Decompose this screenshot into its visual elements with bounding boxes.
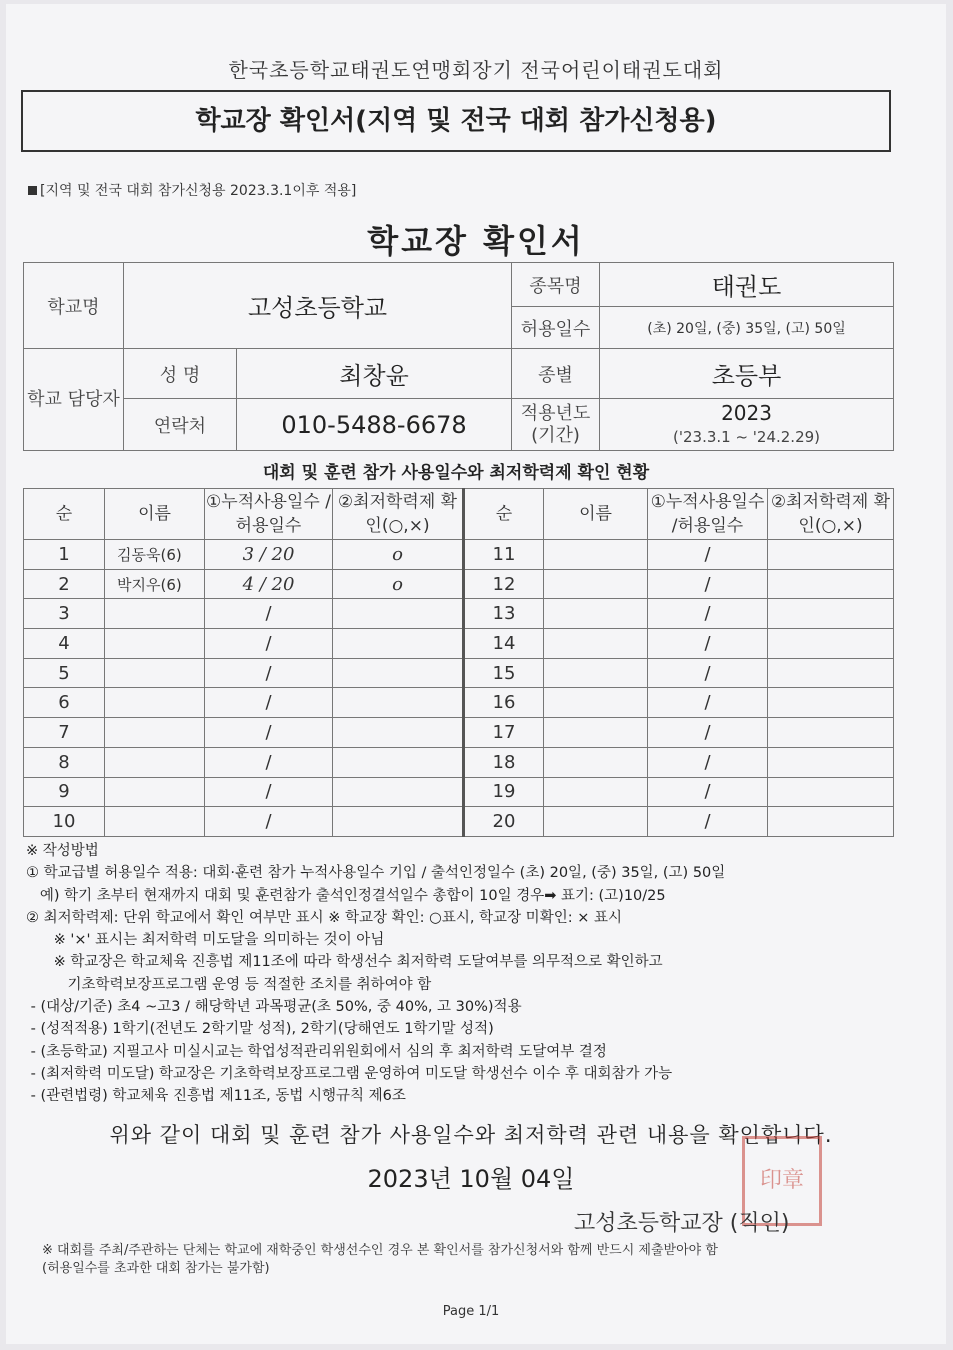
row-number: 7: [24, 718, 105, 748]
academic-check: [768, 777, 894, 807]
usage-days: 3 / 20: [205, 540, 333, 570]
sport-label: 종목명: [512, 263, 600, 307]
academic-check: [333, 629, 464, 659]
row-number: 15: [464, 658, 544, 688]
col-header-no: 순: [464, 489, 544, 540]
student-name: [105, 747, 205, 777]
applies-note: [지역 및 전국 대회 참가신청용 2023.3.1이후 적용]: [28, 180, 356, 200]
usage-days: /: [205, 747, 333, 777]
category-label: 종별: [512, 349, 600, 399]
academic-check: [333, 599, 464, 629]
student-name: [544, 599, 648, 629]
usage-days: /: [648, 807, 768, 837]
instructions: [26, 840, 906, 1108]
row-number: 8: [24, 747, 105, 777]
row-number: 16: [464, 688, 544, 718]
student-name: [105, 807, 205, 837]
usage-days: /: [648, 658, 768, 688]
school-name-label: 학교명: [24, 263, 124, 349]
organizer-title: 한국초등학교태권도연맹회장기 전국어린이태권도대회: [228, 58, 724, 82]
table-row: [24, 747, 894, 777]
row-number: 18: [464, 747, 544, 777]
col-header-name: 이름: [544, 489, 648, 540]
col-header-academic: ②최저학력제 확인(○,×): [333, 489, 464, 540]
instruction-line: ※ 작성방법: [26, 843, 99, 859]
student-name: [105, 658, 205, 688]
student-name: [544, 807, 648, 837]
student-name: [105, 629, 205, 659]
row-number: 10: [24, 807, 105, 837]
manager-label: 학교 담당자: [24, 349, 124, 451]
row-number: 12: [464, 569, 544, 599]
row-number: 6: [24, 688, 105, 718]
square-bullet-icon: [28, 186, 37, 195]
academic-check: [333, 747, 464, 777]
col-header-no: 순: [24, 489, 105, 540]
academic-check: [768, 747, 894, 777]
row-number: 5: [24, 658, 105, 688]
instruction-line: ② 최저학력제: 단위 학교에서 확인 여부만 표시 ※ 학교장 확인: ○표시, 학교장 미확인: × 표시: [26, 909, 622, 926]
instruction-line: 기초학력보장프로그램 운영 등 적절한 조치를 취하여야 함: [26, 976, 432, 993]
table-row: [24, 540, 894, 570]
document-title: 학교장 확인서: [367, 222, 585, 260]
academic-check: [768, 599, 894, 629]
usage-days: 4 / 20: [205, 569, 333, 599]
instruction-line: - (관련법령) 학교체육 진흥법 제11조, 동법 시행규칙 제6조: [26, 1088, 406, 1105]
usage-days: /: [205, 777, 333, 807]
table-row: [24, 658, 894, 688]
student-name: [544, 747, 648, 777]
student-name: 김동욱(6): [105, 540, 205, 570]
academic-check: [768, 718, 894, 748]
academic-check: [333, 688, 464, 718]
contact-label: 연락처: [124, 399, 237, 451]
manager-name-label: 성 명: [124, 349, 237, 399]
student-name: [544, 540, 648, 570]
page-number: Page 1/1: [442, 1304, 500, 1319]
usage-days: /: [648, 718, 768, 748]
usage-days: /: [205, 718, 333, 748]
academic-check: o: [333, 569, 464, 599]
student-name: [105, 777, 205, 807]
instruction-line: - (성적적용) 1학기(전년도 2학기말 성적), 2학기(당해연도 1학기말 성적): [26, 1021, 494, 1038]
category-value: 초등부: [600, 349, 894, 399]
academic-check: [768, 629, 894, 659]
col-header-days: ①누적사용일수 /허용일수: [205, 489, 333, 540]
instruction-line: - (대상/기준) 초4 ~고3 / 해당학년 과목평균(초 50%, 중 40%, 고 30%)적용: [26, 999, 522, 1016]
student-name: 박지우(6): [105, 569, 205, 599]
academic-check: [333, 718, 464, 748]
sport-value: 태권도: [600, 263, 894, 307]
year-label: 적용년도 (기간): [512, 399, 600, 451]
row-number: 2: [24, 569, 105, 599]
row-number: 13: [464, 599, 544, 629]
usage-days: /: [205, 807, 333, 837]
row-number: 4: [24, 629, 105, 659]
student-name: [105, 718, 205, 748]
instruction-line: ① 학교급별 허용일수 적용: 대회·훈련 참가 누적사용일수 기입 / 출석인정일수 (초) 20일, (중) 35일, (고) 50일: [26, 865, 726, 882]
table-row: [24, 807, 894, 837]
academic-check: o: [333, 540, 464, 570]
academic-check: [768, 569, 894, 599]
table-row: [24, 599, 894, 629]
row-number: 9: [24, 777, 105, 807]
usage-days: /: [205, 629, 333, 659]
academic-check: [768, 540, 894, 570]
usage-days: /: [648, 747, 768, 777]
row-number: 1: [24, 540, 105, 570]
student-name: [544, 718, 648, 748]
confirmation-statement: 위와 같이 대회 및 훈련 참가 사용일수와 최저학력 관련 내용을 확인합니다.: [109, 1123, 833, 1147]
academic-check: [333, 807, 464, 837]
document-page: [6, 4, 946, 1344]
student-name: [105, 688, 205, 718]
manager-name-value: 최창윤: [237, 349, 512, 399]
col-header-academic: ②최저학력제 확인(○,×): [768, 489, 894, 540]
academic-check: [768, 658, 894, 688]
usage-days: /: [648, 569, 768, 599]
usage-days: /: [205, 599, 333, 629]
instruction-line: ※ 학교장은 학교체육 진흥법 제11조에 따라 학생선수 최저학력 도달여부를 의무적으로 확인하고: [26, 954, 663, 971]
col-header-days: ①누적사용일수 /허용일수: [648, 489, 768, 540]
academic-check: [333, 777, 464, 807]
row-number: 17: [464, 718, 544, 748]
student-name: [544, 777, 648, 807]
allowed-days-label: 허용일수: [512, 307, 600, 349]
usage-days: /: [648, 629, 768, 659]
school-info-table: [23, 262, 894, 451]
allowed-days-value: (초) 20일, (중) 35일, (고) 50일: [600, 307, 894, 349]
student-name: [544, 569, 648, 599]
student-name: [105, 599, 205, 629]
year-value: 2023 ('23.3.1 ~ '24.2.29): [600, 399, 894, 451]
usage-days: /: [648, 688, 768, 718]
instruction-line: ※ '×' 표시는 최저학력 미도달을 의미하는 것이 아님: [26, 932, 385, 949]
student-name: [544, 629, 648, 659]
form-title-box: 학교장 확인서(지역 및 전국 대회 참가신청용): [21, 90, 891, 152]
section-title: 대회 및 훈련 참가 사용일수와 최저학력제 확인 현황: [262, 463, 650, 483]
contact-value: 010-5488-6678: [237, 399, 512, 451]
table-row: [24, 629, 894, 659]
academic-check: [768, 807, 894, 837]
participation-table: [23, 488, 894, 837]
table-row: [24, 777, 894, 807]
table-row: [24, 569, 894, 599]
row-number: 20: [464, 807, 544, 837]
usage-days: /: [205, 688, 333, 718]
table-row: [24, 718, 894, 748]
instruction-line: - (최저학력 미도달) 학교장은 기초학력보장프로그램 운영하여 미도달 학생선수 이수 후 대회참가 가능: [26, 1065, 673, 1082]
student-name: [544, 688, 648, 718]
official-seal-stamp: 印 章: [742, 1136, 822, 1226]
usage-days: /: [648, 777, 768, 807]
instruction-line: 예) 학기 초부터 현재까지 대회 및 훈련참가 출석인정결석일수 총합이 10일 경우➡ 표기: (고)10/25: [26, 887, 666, 904]
col-header-name: 이름: [105, 489, 205, 540]
usage-days: /: [648, 540, 768, 570]
instruction-line: - (초등학교) 지필고사 미실시교는 학업성적관리위원회에서 심의 후 최저학력 도달여부 결정: [26, 1043, 607, 1060]
row-number: 14: [464, 629, 544, 659]
issue-date: 2023년 10월 04일: [367, 1165, 575, 1193]
academic-check: [333, 658, 464, 688]
academic-check: [768, 688, 894, 718]
table-row: [24, 688, 894, 718]
usage-days: /: [648, 599, 768, 629]
school-name-value: 고성초등학교: [124, 263, 512, 349]
row-number: 3: [24, 599, 105, 629]
row-number: 19: [464, 777, 544, 807]
footer-note: ※ 대회를 주최/주관하는 단체는 학교에 재학중인 학생선수인 경우 본 확인서를 참가신청서와 함께 반드시 제출받아야 함 (허용일수를 초과한 대회 참가는 불가함): [42, 1243, 718, 1276]
student-name: [544, 658, 648, 688]
principal-signature: 고성초등학교장 (직인): [574, 1211, 790, 1236]
row-number: 11: [464, 540, 544, 570]
usage-days: /: [205, 658, 333, 688]
